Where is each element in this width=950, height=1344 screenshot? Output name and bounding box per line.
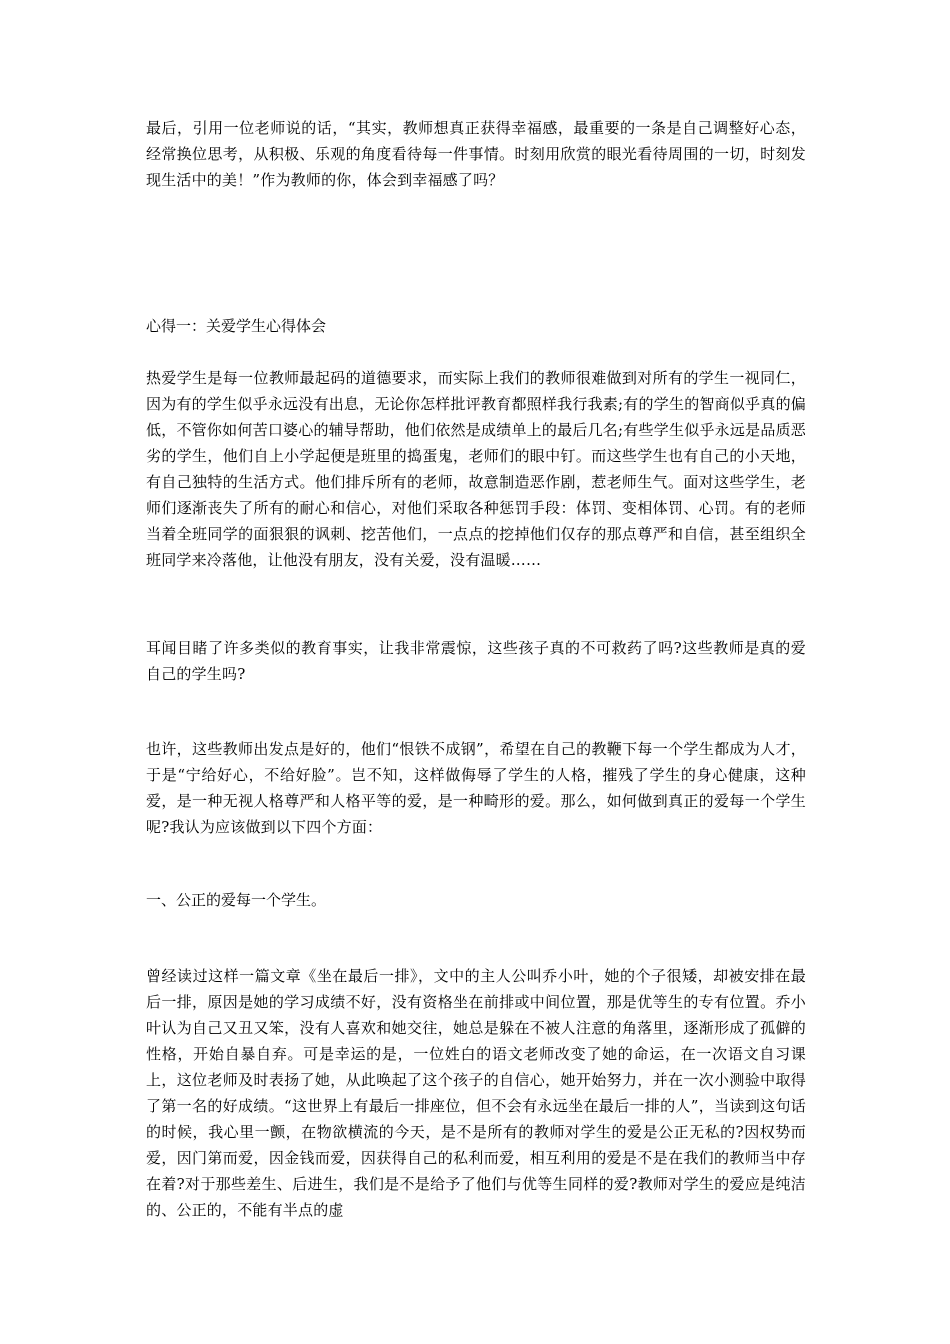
- body-paragraph-3: 也许，这些教师出发点是好的，他们“恨铁不成钢”，希望在自己的教鞭下每一个学生都成为人才，于是“宁给好心，不给好脸”。岂不知，这样做侮辱了学生的人格，摧残了学生的身心健康，这种爱，是一种无视人格尊严和人格平等的爱，是一种畸形的爱。那么，如何做到真正的爱每一个学生呢?我认为应该做到以下四个方面：: [146, 740, 806, 836]
- body-paragraph-2: 耳闻目睹了许多类似的教育事实，让我非常震惊，这些孩子真的不可救药了吗?这些教师是真的爱自己的学生吗?: [146, 639, 806, 683]
- subheading-1: 一、公正的爱每一个学生。: [146, 891, 327, 909]
- body-paragraph-1: 热爱学生是每一位教师最起码的道德要求，而实际上我们的教师很难做到对所有的学生一视同仁，因为有的学生似乎永远没有出息，无论你怎样批评教育都照样我行我素;有的学生的智商似乎真的偏低，不管你如何苦口婆心的辅导帮助，他们依然是成绩单上的最后几名;有些学生似乎永远是品质恶劣的学生，他们自上小学起便是班里的捣蛋鬼，老师们的眼中钉。而这些学生也有自己的小天地，有自己独特的生活方式。他们排斥所有的老师，故意制造恶作剧，惹老师生气。面对这些学生，老师们逐渐丧失了所有的耐心和信心，对他们采取各种惩罚手段：体罚、变相体罚、心罚。有的老师当着全班同学的面狠狠的讽刺、挖苦他们，一点点的挖掉他们仅存的那点尊严和自信，甚至组织全班同学来冷落他，让他没有朋友，没有关爱，没有温暖……: [146, 369, 806, 569]
- body-paragraph-4: 曾经读过这样一篇文章《坐在最后一排》，文中的主人公叫乔小叶，她的个子很矮，却被安排在最后一排，原因是她的学习成绩不好，没有资格坐在前排或中间位置，那是优等生的专有位置。乔小叶认为自己又丑又笨，没有人喜欢和她交往，她总是躲在不被人注意的角落里，逐渐形成了孤僻的性格，开始自暴自弃。可是幸运的是，一位姓白的语文老师改变了她的命运，在一次语文自习课上，这位老师及时表扬了她，从此唤起了这个孩子的自信心，她开始努力，并在一次小测验中取得了第一名的好成绩。“这世界上有最后一排座位，但不会有永远坐在最后一排的人”，当读到这句话的时候，我心里一颤，在物欲横流的今天，是不是所有的教师对学生的爱是公正无私的?因权势而爱，因门第而爱，因金钱而爱，因获得自己的私利而爱，相互利用的爱是不是在我们的教师当中存在着?对于那些差生、后进生，我们是不是给予了他们与优等生同样的爱?教师对学生的爱应是纯洁的、公正的，不能有半点的虚: [146, 967, 806, 1219]
- intro-paragraph: 最后，引用一位老师说的话，“其实，教师想真正获得幸福感，最重要的一条是自己调整好心态，经常换位思考，从积极、乐观的角度看待每一件事情。时刻用欣赏的眼光看待周围的一切，时刻发现生活中的美！”作为教师的你，体会到幸福感了吗？: [146, 119, 806, 189]
- section-title: 心得一：关爱学生心得体会: [146, 317, 327, 335]
